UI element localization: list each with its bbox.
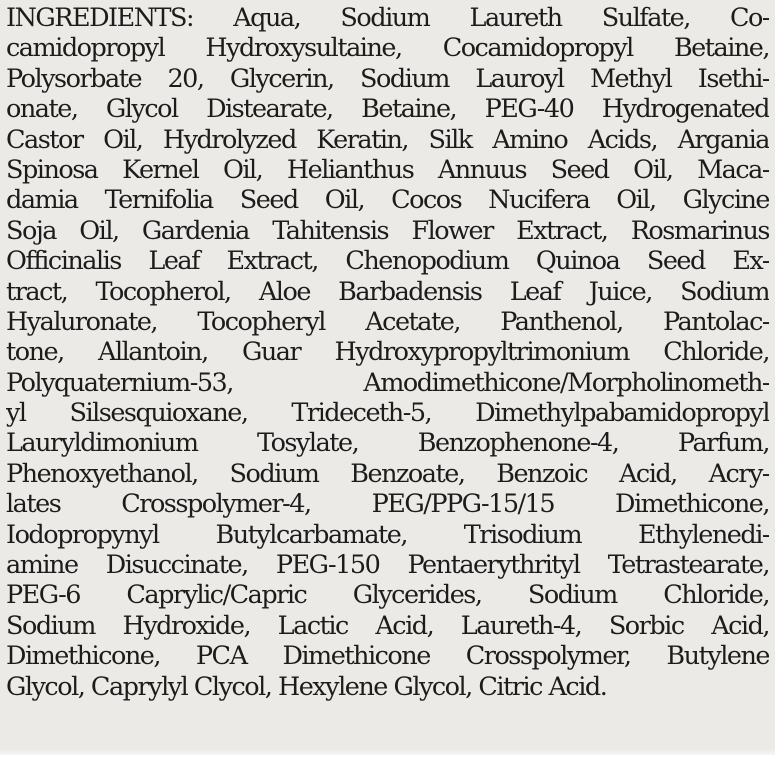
ingredients-line: Hyaluronate, Tocopheryl Acetate, Panthenol, Pantolac- (6, 306, 769, 337)
ingredients-line: INGREDIENTS: Aqua, Sodium Laureth Sulfate, Co- (6, 3, 769, 33)
ingredients-line: yl Silsesquioxane, Trideceth-5, Dimethylpabamidopropyl (6, 398, 769, 429)
ingredients-line: Polysorbate 20, Glycerin, Sodium Lauroyl Methyl Isethi- (6, 63, 769, 94)
ingredients-line: PEG-6 Caprylic/Capric Glycerides, Sodium Chloride, (6, 580, 769, 611)
ingredients-line: tone, Allantoin, Guar Hydroxypropyltrimonium Chloride, (6, 337, 769, 368)
ingredients-line: Dimethicone, PCA Dimethicone Crosspolymer, Butylene (6, 641, 769, 672)
ingredients-line: amine Disuccinate, PEG-150 Pentaerythrityl Tetrastearate, (6, 550, 769, 581)
ingredients-line: Phenoxyethanol, Sodium Benzoate, Benzoic Acid, Acry- (6, 458, 769, 489)
ingredients-text-block (6, 3, 769, 702)
ingredients-line: Castor Oil, Hydrolyzed Keratin, Silk Amino Acids, Argania (6, 124, 769, 155)
ingredients-line: damia Ternifolia Seed Oil, Cocos Nucifera Oil, Glycine (6, 185, 769, 216)
ingredients-line: onate, Glycol Distearate, Betaine, PEG-40 Hydrogenated (6, 94, 769, 125)
ingredients-line: Officinalis Leaf Extract, Chenopodium Quinoa Seed Ex- (6, 246, 769, 277)
ingredients-line: Spinosa Kernel Oil, Helianthus Annuus Seed Oil, Maca- (6, 154, 769, 185)
ingredients-line: Sodium Hydroxide, Lactic Acid, Laureth-4, Sorbic Acid, (6, 610, 769, 641)
ingredients-line: Iodopropynyl Butylcarbamate, Trisodium Ethylenedi- (6, 519, 769, 550)
ingredients-line: Glycol, Caprylyl Clycol, Hexylene Glycol, Citric Acid. (6, 671, 607, 702)
ingredients-line: lates Crosspolymer-4, PEG/PPG-15/15 Dimethicone, (6, 489, 769, 520)
ingredients-line: tract, Tocopherol, Aloe Barbadensis Leaf Juice, Sodium (6, 276, 769, 307)
ingredients-line: Polyquaternium-53, Amodimethicone/Morpholinometh- (6, 367, 769, 398)
ingredients-line: camidopropyl Hydroxysultaine, Cocamidopropyl Betaine, (6, 33, 769, 64)
ingredients-line: Lauryldimonium Tosylate, Benzophenone-4, Parfum, (6, 428, 769, 459)
ingredients-line: Soja Oil, Gardenia Tahitensis Flower Extract, Rosmarinus (6, 215, 769, 246)
